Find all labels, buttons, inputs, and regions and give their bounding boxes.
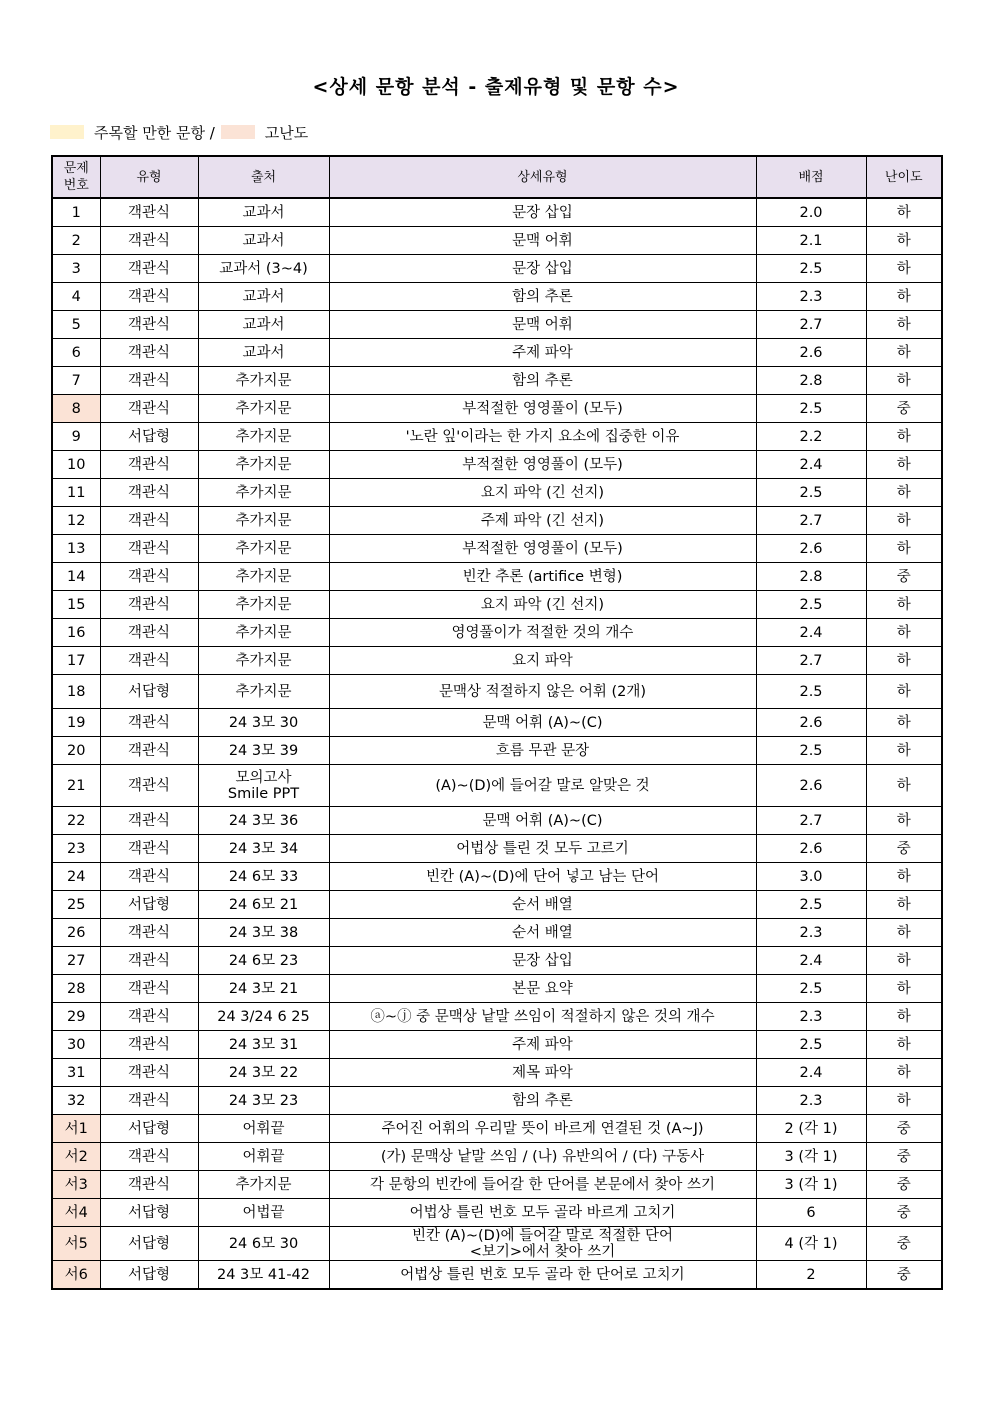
cell-type: 서답형: [100, 1115, 198, 1143]
table-row: [52, 1059, 942, 1087]
cell-type: 객관식: [100, 339, 198, 367]
header-detail-type: 상세유형: [329, 156, 756, 198]
cell-score: 2.7: [756, 507, 866, 535]
cell-number: 8: [52, 395, 100, 423]
cell-difficulty: 하: [866, 451, 942, 479]
cell-source: 24 3모 23: [198, 1087, 329, 1115]
cell-detail: 문맥 어휘 (A)~(C): [329, 807, 756, 835]
legend-hard-swatch: [221, 125, 255, 139]
cell-number: 서2: [52, 1143, 100, 1171]
header-type: 유형: [100, 156, 198, 198]
cell-source: 추가지문: [198, 395, 329, 423]
cell-detail: ⓐ~ⓙ 중 문맥상 낱말 쓰임이 적절하지 않은 것의 개수: [329, 1003, 756, 1031]
cell-score: 2.5: [756, 675, 866, 709]
header-score: 배점: [756, 156, 866, 198]
cell-difficulty: 하: [866, 619, 942, 647]
cell-difficulty: 중: [866, 1115, 942, 1143]
cell-detail: 영영풀이가 적절한 것의 개수: [329, 619, 756, 647]
cell-source: 24 6모 21: [198, 891, 329, 919]
cell-type: 객관식: [100, 367, 198, 395]
cell-detail: (가) 문맥상 낱말 쓰임 / (나) 유반의어 / (다) 구동사: [329, 1143, 756, 1171]
cell-difficulty: 하: [866, 647, 942, 675]
cell-type: 객관식: [100, 1059, 198, 1087]
legend: [50, 121, 308, 143]
cell-difficulty: 하: [866, 1003, 942, 1031]
cell-score: 2.6: [756, 709, 866, 737]
table-row: [52, 765, 942, 807]
cell-number: 14: [52, 563, 100, 591]
cell-score: 3.0: [756, 863, 866, 891]
cell-type: 객관식: [100, 975, 198, 1003]
cell-number: 10: [52, 451, 100, 479]
cell-score: 2: [756, 1261, 866, 1290]
cell-type: 서답형: [100, 423, 198, 451]
cell-type: 객관식: [100, 709, 198, 737]
cell-source: 교과서: [198, 227, 329, 255]
cell-score: 2.5: [756, 591, 866, 619]
table-row: [52, 198, 942, 227]
cell-score: 2.1: [756, 227, 866, 255]
page-title: <상세 문항 분석 - 출제유형 및 문항 수>: [312, 76, 680, 98]
table-row: [52, 451, 942, 479]
cell-number: 5: [52, 311, 100, 339]
cell-source: 추가지문: [198, 1171, 329, 1199]
table-row: [52, 647, 942, 675]
cell-number: 서3: [52, 1171, 100, 1199]
cell-type: 서답형: [100, 1227, 198, 1261]
cell-source: 추가지문: [198, 423, 329, 451]
cell-type: 객관식: [100, 947, 198, 975]
cell-detail: 요지 파악: [329, 647, 756, 675]
cell-source: 24 3/24 6 25: [198, 1003, 329, 1031]
cell-score: 2.3: [756, 1087, 866, 1115]
cell-number: 서1: [52, 1115, 100, 1143]
cell-score: 6: [756, 1199, 866, 1227]
cell-detail: 문맥 어휘 (A)~(C): [329, 709, 756, 737]
cell-source: 24 3모 30: [198, 709, 329, 737]
analysis-table: [51, 155, 943, 1290]
cell-difficulty: 중: [866, 395, 942, 423]
cell-source: 추가지문: [198, 507, 329, 535]
cell-difficulty: 하: [866, 255, 942, 283]
cell-type: 객관식: [100, 737, 198, 765]
cell-type: 서답형: [100, 891, 198, 919]
table-row: [52, 919, 942, 947]
cell-difficulty: 중: [866, 1143, 942, 1171]
cell-number: 30: [52, 1031, 100, 1059]
cell-type: 객관식: [100, 507, 198, 535]
cell-source: 추가지문: [198, 647, 329, 675]
cell-number: 18: [52, 675, 100, 709]
table-row: [52, 975, 942, 1003]
cell-type: 객관식: [100, 619, 198, 647]
cell-number: 23: [52, 835, 100, 863]
table-row: [52, 507, 942, 535]
cell-number: 29: [52, 1003, 100, 1031]
cell-detail: 함의 추론: [329, 367, 756, 395]
cell-source: 추가지문: [198, 675, 329, 709]
cell-type: 객관식: [100, 919, 198, 947]
cell-difficulty: 하: [866, 283, 942, 311]
cell-type: 객관식: [100, 647, 198, 675]
cell-type: 객관식: [100, 227, 198, 255]
cell-source: 추가지문: [198, 451, 329, 479]
table-row: [52, 1087, 942, 1115]
cell-difficulty: 하: [866, 198, 942, 227]
cell-source: 24 3모 34: [198, 835, 329, 863]
cell-difficulty: 하: [866, 1031, 942, 1059]
cell-source: 교과서: [198, 198, 329, 227]
cell-detail: 부적절한 영영풀이 (모두): [329, 451, 756, 479]
header-difficulty: 난이도: [866, 156, 942, 198]
table-row: [52, 1003, 942, 1031]
cell-detail: 빈칸 (A)~(D)에 들어갈 말로 적절한 단어 <보기>에서 찾아 쓰기: [329, 1227, 756, 1261]
cell-score: 2.6: [756, 535, 866, 563]
cell-difficulty: 중: [866, 1227, 942, 1261]
cell-number: 4: [52, 283, 100, 311]
cell-difficulty: 하: [866, 975, 942, 1003]
cell-source: 추가지문: [198, 591, 329, 619]
table-row: [52, 737, 942, 765]
cell-detail: 빈칸 추론 (artifice 변형): [329, 563, 756, 591]
cell-score: 2 (각 1): [756, 1115, 866, 1143]
cell-detail: 문장 삽입: [329, 947, 756, 975]
cell-source: 24 3모 39: [198, 737, 329, 765]
table-row: [52, 1227, 942, 1261]
cell-detail: 문맥 어휘: [329, 227, 756, 255]
table-row: [52, 395, 942, 423]
legend-hard-label: 고난도: [264, 123, 309, 142]
cell-score: 2.7: [756, 311, 866, 339]
cell-difficulty: 하: [866, 423, 942, 451]
cell-detail: 주제 파악 (긴 선지): [329, 507, 756, 535]
legend-notable-label: 주목할 만한 문항 /: [94, 123, 215, 142]
table-row: [52, 1115, 942, 1143]
cell-difficulty: 하: [866, 591, 942, 619]
cell-score: 2.6: [756, 765, 866, 807]
cell-source: 추가지문: [198, 479, 329, 507]
cell-type: 객관식: [100, 1087, 198, 1115]
cell-detail: 요지 파악 (긴 선지): [329, 479, 756, 507]
cell-score: 2.8: [756, 367, 866, 395]
cell-detail: 문장 삽입: [329, 255, 756, 283]
cell-detail: 문장 삽입: [329, 198, 756, 227]
cell-difficulty: 하: [866, 311, 942, 339]
cell-source: 교과서 (3~4): [198, 255, 329, 283]
cell-number: 27: [52, 947, 100, 975]
cell-difficulty: 하: [866, 765, 942, 807]
table-row: [52, 283, 942, 311]
cell-difficulty: 하: [866, 339, 942, 367]
cell-difficulty: 하: [866, 1087, 942, 1115]
cell-score: 2.5: [756, 975, 866, 1003]
cell-number: 7: [52, 367, 100, 395]
cell-number: 서5: [52, 1227, 100, 1261]
cell-difficulty: 하: [866, 675, 942, 709]
cell-difficulty: 하: [866, 367, 942, 395]
cell-detail: 주어진 어휘의 우리말 뜻이 바르게 연결된 것 (A~J): [329, 1115, 756, 1143]
table-row: [52, 255, 942, 283]
cell-detail: 빈칸 (A)~(D)에 단어 넣고 남는 단어: [329, 863, 756, 891]
cell-score: 2.3: [756, 283, 866, 311]
cell-number: 3: [52, 255, 100, 283]
cell-number: 26: [52, 919, 100, 947]
table-row: [52, 1031, 942, 1059]
cell-source: 모의고사 Smile PPT: [198, 765, 329, 807]
table-row: [52, 619, 942, 647]
cell-detail: 주제 파악: [329, 1031, 756, 1059]
cell-source: 24 6모 23: [198, 947, 329, 975]
cell-detail: 함의 추론: [329, 1087, 756, 1115]
cell-source: 어휘끝: [198, 1115, 329, 1143]
table-row: [52, 863, 942, 891]
cell-source: 24 3모 36: [198, 807, 329, 835]
cell-number: 31: [52, 1059, 100, 1087]
cell-number: 2: [52, 227, 100, 255]
cell-detail: 순서 배열: [329, 919, 756, 947]
cell-difficulty: 하: [866, 891, 942, 919]
cell-score: 2.4: [756, 947, 866, 975]
cell-number: 서4: [52, 1199, 100, 1227]
cell-number: 13: [52, 535, 100, 563]
cell-source: 어휘끝: [198, 1143, 329, 1171]
cell-score: 2.3: [756, 1003, 866, 1031]
cell-score: 2.7: [756, 807, 866, 835]
cell-detail: 본문 요약: [329, 975, 756, 1003]
cell-number: 16: [52, 619, 100, 647]
cell-score: 3 (각 1): [756, 1143, 866, 1171]
cell-difficulty: 하: [866, 947, 942, 975]
cell-type: 객관식: [100, 591, 198, 619]
table-body: [52, 198, 942, 1289]
cell-source: 교과서: [198, 283, 329, 311]
cell-detail: 흐름 무관 문장: [329, 737, 756, 765]
cell-source: 추가지문: [198, 563, 329, 591]
cell-type: 객관식: [100, 807, 198, 835]
cell-score: 4 (각 1): [756, 1227, 866, 1261]
table-row: [52, 807, 942, 835]
table-row: [52, 1199, 942, 1227]
cell-difficulty: 중: [866, 1261, 942, 1290]
cell-detail: (A)~(D)에 들어갈 말로 알맞은 것: [329, 765, 756, 807]
cell-detail: 어법상 틀린 것 모두 고르기: [329, 835, 756, 863]
cell-detail: '노란 잎'이라는 한 가지 요소에 집중한 이유: [329, 423, 756, 451]
cell-detail: 부적절한 영영풀이 (모두): [329, 535, 756, 563]
cell-source: 24 3모 38: [198, 919, 329, 947]
cell-detail: 제목 파악: [329, 1059, 756, 1087]
cell-type: 객관식: [100, 395, 198, 423]
cell-score: 2.5: [756, 891, 866, 919]
cell-source: 교과서: [198, 311, 329, 339]
table-row: [52, 1143, 942, 1171]
cell-number: 11: [52, 479, 100, 507]
table-row: [52, 535, 942, 563]
table-row: [52, 675, 942, 709]
cell-source: 24 3모 31: [198, 1031, 329, 1059]
cell-score: 2.4: [756, 619, 866, 647]
table-row: [52, 835, 942, 863]
cell-difficulty: 하: [866, 737, 942, 765]
cell-type: 객관식: [100, 1143, 198, 1171]
cell-number: 12: [52, 507, 100, 535]
table-row: [52, 947, 942, 975]
legend-notable-swatch: [50, 125, 84, 139]
cell-score: 2.0: [756, 198, 866, 227]
table-row: [52, 311, 942, 339]
cell-type: 객관식: [100, 1031, 198, 1059]
header-source: 출처: [198, 156, 329, 198]
cell-difficulty: 중: [866, 1199, 942, 1227]
cell-score: 2.5: [756, 395, 866, 423]
cell-type: 서답형: [100, 1199, 198, 1227]
cell-detail: 부적절한 영영풀이 (모두): [329, 395, 756, 423]
table-row: [52, 1261, 942, 1290]
cell-score: 2.7: [756, 647, 866, 675]
cell-number: 17: [52, 647, 100, 675]
cell-source: 추가지문: [198, 619, 329, 647]
cell-score: 2.3: [756, 919, 866, 947]
cell-difficulty: 중: [866, 1171, 942, 1199]
cell-difficulty: 하: [866, 1059, 942, 1087]
cell-type: 객관식: [100, 283, 198, 311]
cell-score: 2.6: [756, 835, 866, 863]
header-number: 문제 번호: [52, 156, 100, 198]
cell-difficulty: 하: [866, 709, 942, 737]
cell-number: 1: [52, 198, 100, 227]
cell-number: 20: [52, 737, 100, 765]
cell-detail: 문맥 어휘: [329, 311, 756, 339]
cell-score: 2.8: [756, 563, 866, 591]
cell-source: 24 3모 22: [198, 1059, 329, 1087]
cell-type: 객관식: [100, 198, 198, 227]
cell-score: 2.5: [756, 1031, 866, 1059]
table-header: [52, 156, 942, 198]
cell-number: 21: [52, 765, 100, 807]
cell-detail: 어법상 틀린 번호 모두 골라 한 단어로 고치기: [329, 1261, 756, 1290]
cell-type: 객관식: [100, 835, 198, 863]
table-row: [52, 891, 942, 919]
cell-difficulty: 하: [866, 535, 942, 563]
cell-detail: 어법상 틀린 번호 모두 골라 바르게 고치기: [329, 1199, 756, 1227]
cell-difficulty: 하: [866, 479, 942, 507]
cell-score: 2.5: [756, 737, 866, 765]
cell-source: 24 6모 33: [198, 863, 329, 891]
cell-type: 객관식: [100, 535, 198, 563]
cell-difficulty: 중: [866, 835, 942, 863]
cell-source: 추가지문: [198, 535, 329, 563]
table-row: [52, 423, 942, 451]
cell-score: 2.2: [756, 423, 866, 451]
cell-detail: 순서 배열: [329, 891, 756, 919]
cell-detail: 문맥상 적절하지 않은 어휘 (2개): [329, 675, 756, 709]
cell-type: 객관식: [100, 479, 198, 507]
cell-type: 객관식: [100, 1003, 198, 1031]
cell-source: 24 3모 21: [198, 975, 329, 1003]
cell-type: 서답형: [100, 675, 198, 709]
cell-number: 서6: [52, 1261, 100, 1290]
cell-type: 서답형: [100, 1261, 198, 1290]
cell-score: 2.6: [756, 339, 866, 367]
table-row: [52, 591, 942, 619]
cell-type: 객관식: [100, 451, 198, 479]
cell-source: 24 3모 41-42: [198, 1261, 329, 1290]
table-row: [52, 479, 942, 507]
cell-difficulty: 중: [866, 563, 942, 591]
cell-difficulty: 하: [866, 227, 942, 255]
cell-difficulty: 하: [866, 507, 942, 535]
cell-type: 객관식: [100, 311, 198, 339]
cell-type: 객관식: [100, 255, 198, 283]
cell-number: 15: [52, 591, 100, 619]
cell-detail: 주제 파악: [329, 339, 756, 367]
cell-difficulty: 하: [866, 807, 942, 835]
cell-number: 9: [52, 423, 100, 451]
cell-type: 객관식: [100, 563, 198, 591]
table-row: [52, 1171, 942, 1199]
cell-score: 2.4: [756, 451, 866, 479]
table-row: [52, 227, 942, 255]
cell-number: 19: [52, 709, 100, 737]
cell-type: 객관식: [100, 1171, 198, 1199]
cell-score: 2.5: [756, 255, 866, 283]
cell-source: 어법끝: [198, 1199, 329, 1227]
cell-source: 교과서: [198, 339, 329, 367]
cell-type: 객관식: [100, 863, 198, 891]
cell-number: 25: [52, 891, 100, 919]
cell-score: 3 (각 1): [756, 1171, 866, 1199]
cell-number: 6: [52, 339, 100, 367]
cell-detail: 요지 파악 (긴 선지): [329, 591, 756, 619]
table-row: [52, 367, 942, 395]
cell-detail: 함의 추론: [329, 283, 756, 311]
cell-difficulty: 하: [866, 919, 942, 947]
cell-type: 객관식: [100, 765, 198, 807]
table-row: [52, 563, 942, 591]
cell-number: 24: [52, 863, 100, 891]
cell-difficulty: 하: [866, 863, 942, 891]
cell-number: 32: [52, 1087, 100, 1115]
cell-number: 22: [52, 807, 100, 835]
table-row: [52, 339, 942, 367]
cell-detail: 각 문항의 빈칸에 들어갈 한 단어를 본문에서 찾아 쓰기: [329, 1171, 756, 1199]
table-row: [52, 709, 942, 737]
cell-score: 2.5: [756, 479, 866, 507]
cell-source: 추가지문: [198, 367, 329, 395]
cell-number: 28: [52, 975, 100, 1003]
cell-score: 2.4: [756, 1059, 866, 1087]
cell-source: 24 6모 30: [198, 1227, 329, 1261]
